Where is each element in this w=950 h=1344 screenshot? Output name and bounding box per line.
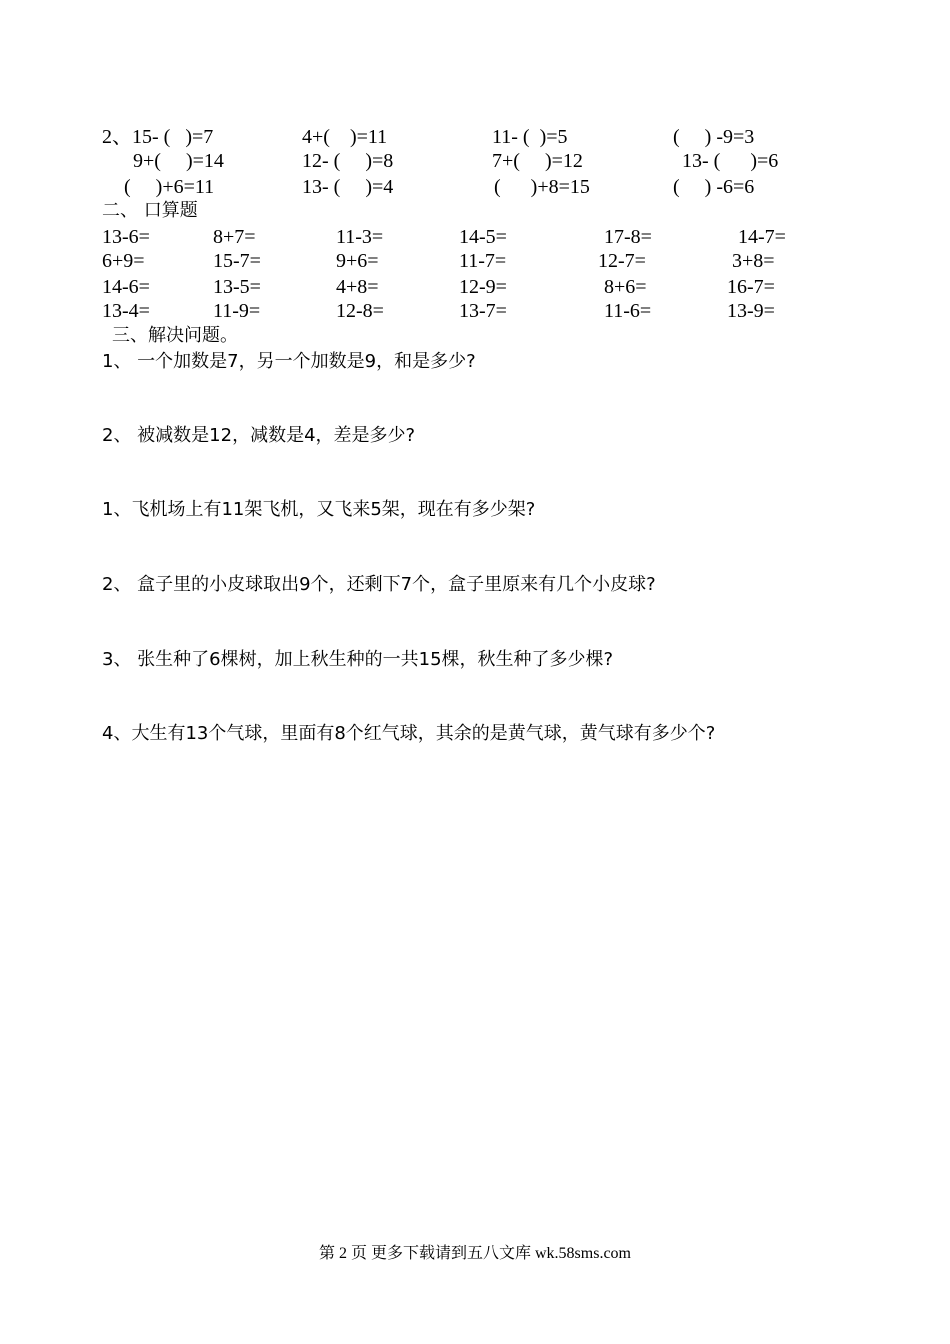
math-item: 14-7= — [738, 226, 786, 248]
equation: 9+( )=14 — [133, 150, 224, 172]
section-heading-mental-math: 二、 口算题 — [102, 200, 198, 221]
math-item: 6+9= — [102, 250, 145, 272]
word-problem: 4、大生有13个气球，里面有8个红气球，其余的是黄气球，黄气球有多少个? — [102, 723, 716, 744]
math-item: 11-9= — [213, 300, 261, 322]
math-item: 8+6= — [604, 276, 647, 298]
math-item: 17-8= — [604, 226, 652, 248]
math-item: 11-3= — [336, 226, 384, 248]
math-item: 13-7= — [459, 300, 507, 322]
word-problem: 2、 被减数是12，减数是4，差是多少? — [102, 425, 416, 446]
math-item: 14-6= — [102, 276, 150, 298]
equation: 13- ( )=4 — [302, 176, 394, 198]
math-item: 8+7= — [213, 226, 256, 248]
word-problem: 1、飞机场上有11架飞机，又飞来5架，现在有多少架? — [102, 499, 536, 520]
section-heading-word-problems: 三、解决问题。 — [112, 325, 238, 346]
math-item: 15-7= — [213, 250, 261, 272]
equation: 12- ( )=8 — [302, 150, 394, 172]
page-footer: 第 2 页 更多下载请到五八文库 wk.58sms.com — [318, 1245, 631, 1262]
math-item: 13-9= — [727, 300, 775, 322]
equation: ( )+6=11 — [124, 176, 215, 198]
math-item: 11-7= — [459, 250, 507, 272]
math-item: 12-7= — [598, 250, 646, 272]
math-item: 13-4= — [102, 300, 150, 322]
math-item: 13-6= — [102, 226, 150, 248]
word-problem: 1、 一个加数是7，另一个加数是9，和是多少? — [102, 351, 476, 372]
math-item: 16-7= — [727, 276, 775, 298]
math-item: 9+6= — [336, 250, 379, 272]
math-item: 14-5= — [459, 226, 507, 248]
math-item: 11-6= — [604, 300, 652, 322]
equation: 4+( )=11 — [302, 126, 388, 148]
equation: ( ) -9=3 — [673, 126, 755, 148]
math-item: 3+8= — [732, 250, 775, 272]
equation: 7+( )=12 — [492, 150, 583, 172]
equation: 2、15- ( )=7 — [102, 126, 214, 148]
word-problem: 2、 盒子里的小皮球取出9个，还剩下7个，盒子里原来有几个小皮球? — [102, 574, 656, 595]
equation: 13- ( )=6 — [682, 150, 779, 172]
math-item: 13-5= — [213, 276, 261, 298]
math-item: 12-9= — [459, 276, 507, 298]
equation: ( ) -6=6 — [673, 176, 755, 198]
word-problem: 3、 张生种了6棵树，加上秋生种的一共15棵，秋生种了多少棵? — [102, 649, 614, 670]
equation: ( )+8=15 — [494, 176, 590, 198]
equation: 11- ( )=5 — [492, 126, 568, 148]
math-item: 12-8= — [336, 300, 384, 322]
math-item: 4+8= — [336, 276, 379, 298]
